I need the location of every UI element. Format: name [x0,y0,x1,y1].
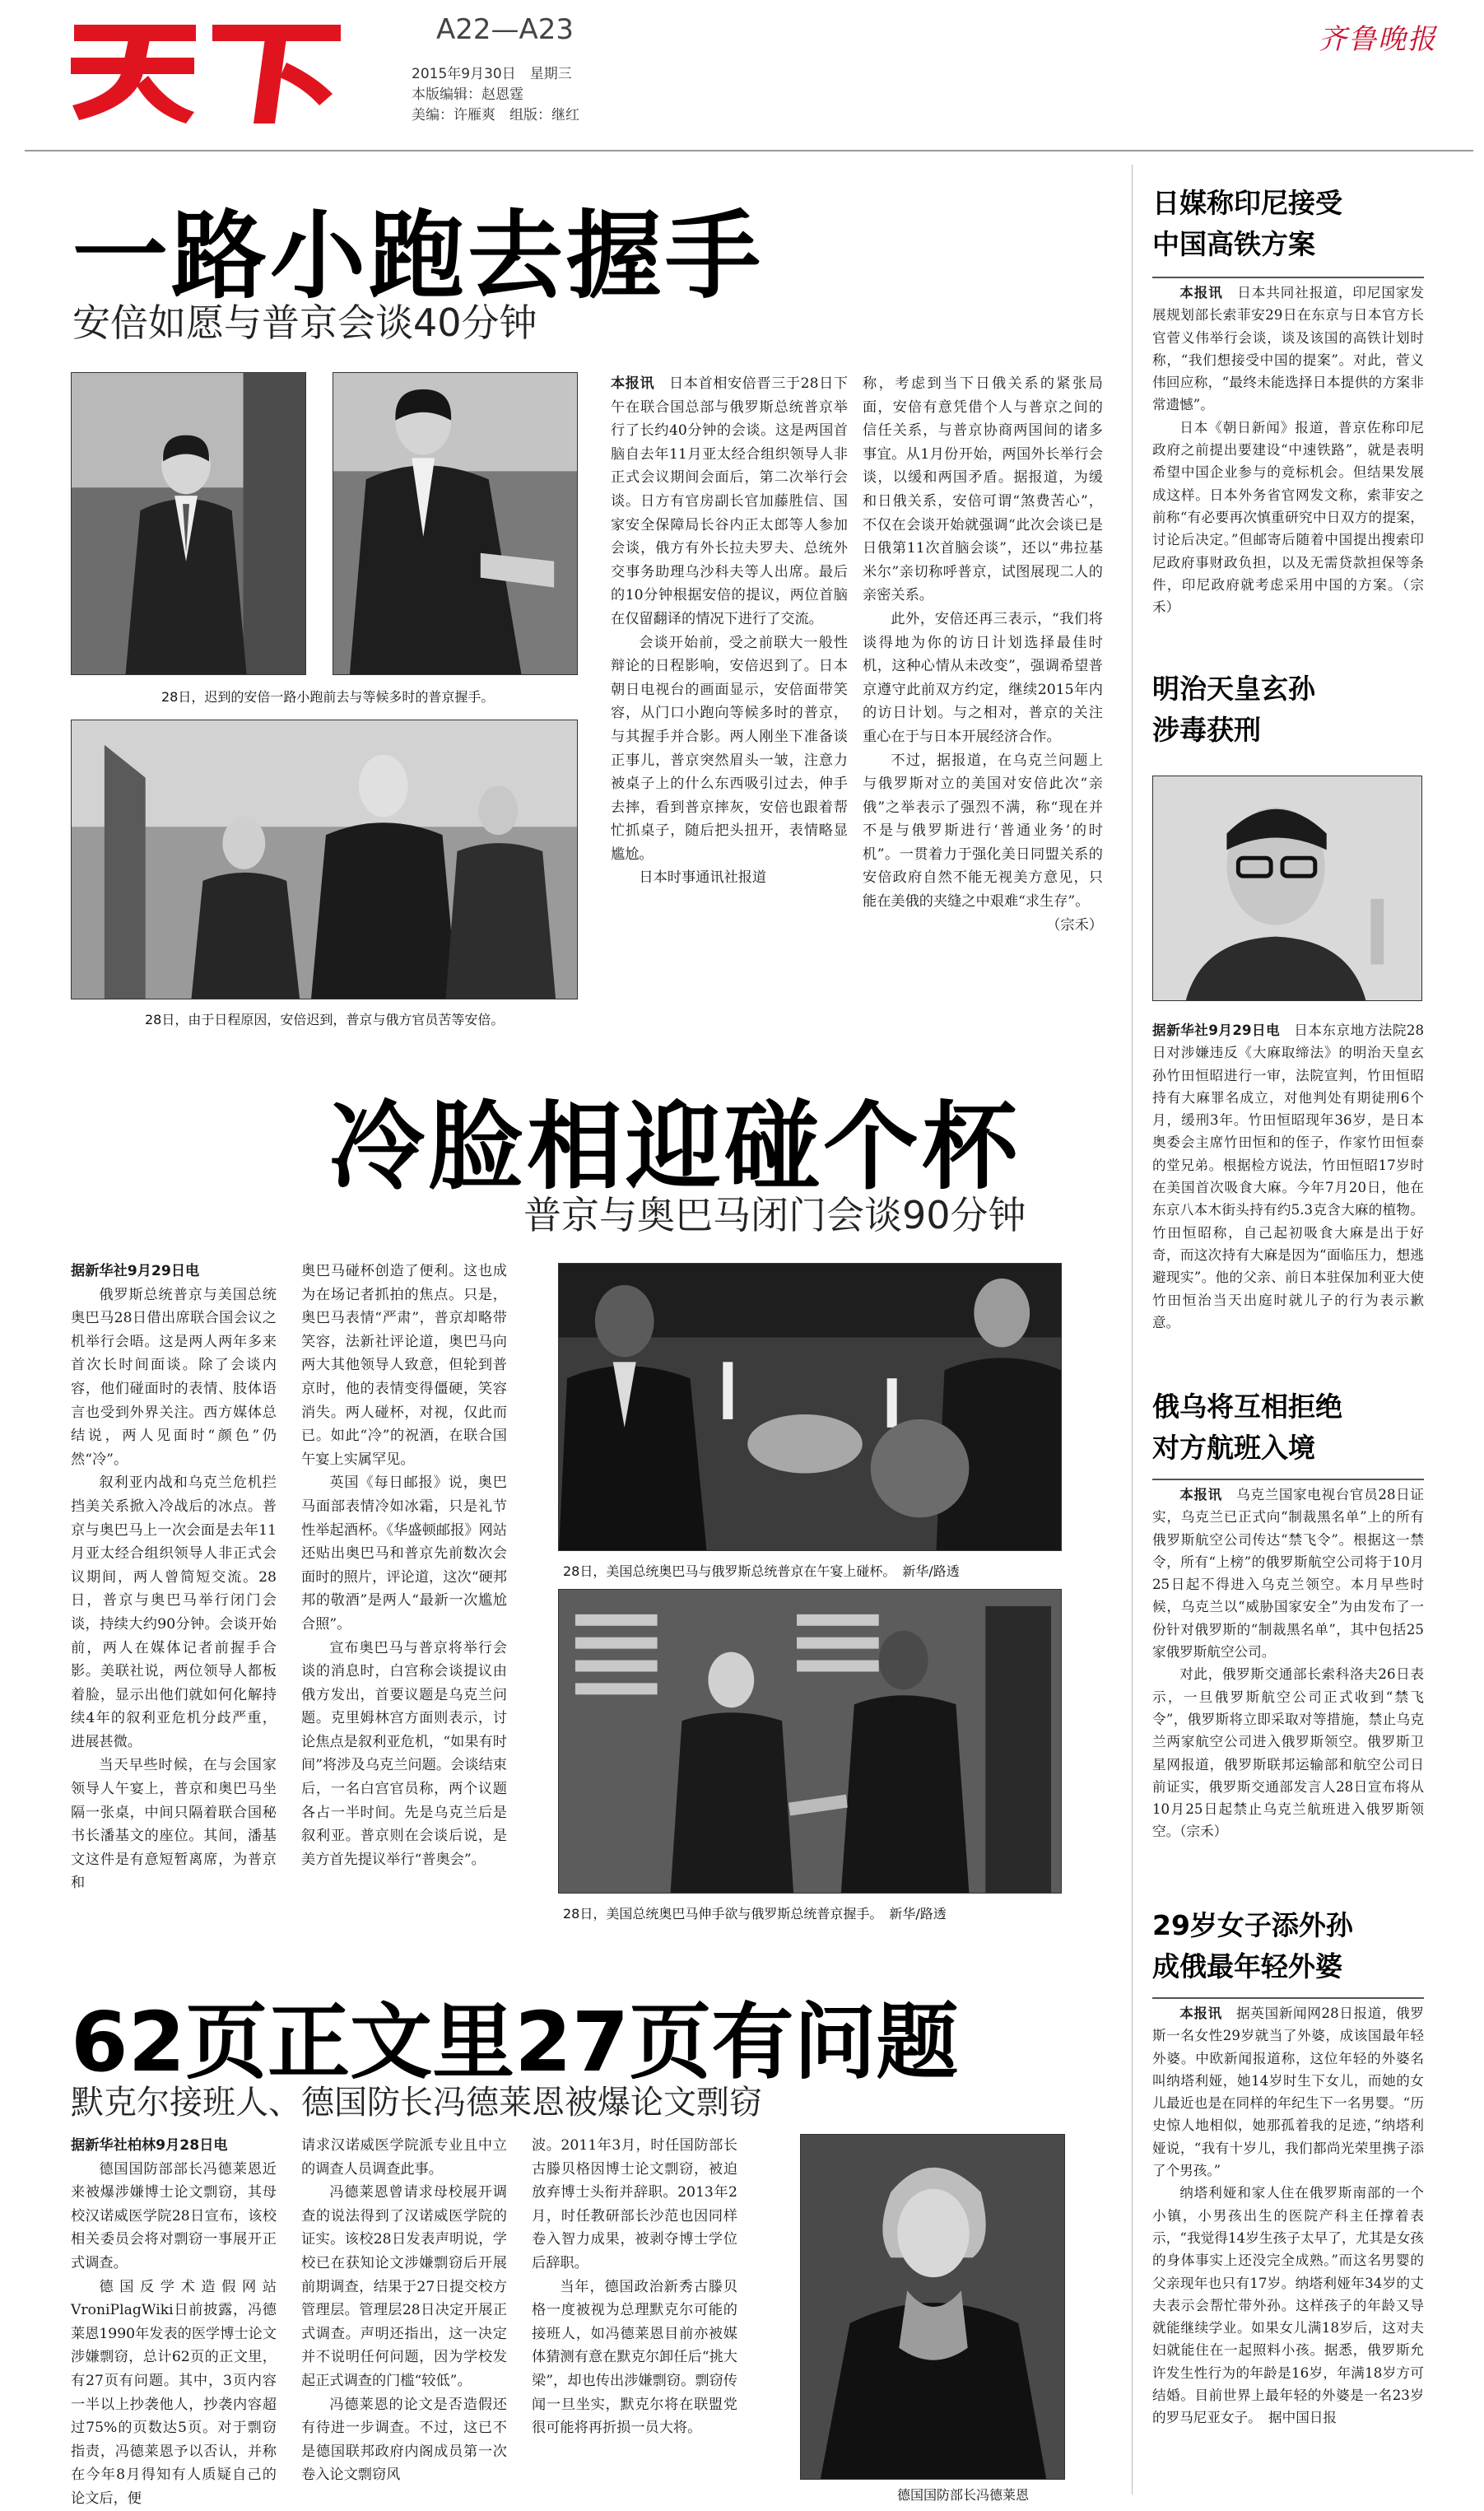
story1-subheadline: 安倍如愿与普京会谈40分钟 [72,300,537,345]
story2-column-1 [71,1260,277,1918]
story3-col2-p2: 冯德莱恩曾请求母校展开调查的说法得到了汉诺威医学院的证实。该校28日发表声明说，学校已在获知论文涉嫌剽窃后开展前期调查，结果于27日提交校方管理层。管理层28日决定开展正式调查。声明还指出，这一决定并不说明任何问题，因为学校发起正式调查的门槛“较低”。 [301,2184,507,2389]
section-logo [71,15,342,123]
story2-dateline: 据新华社9月29日电 [71,1263,200,1279]
story3-col1-p2: 德国反学术造假网站VroniPlagWiki日前披露，冯德莱恩1990年发表的医学博士论文涉嫌剽窃，总计62页的正文里，有27页有问题。其中，3页内容一半以上抄袭他人，抄袭内容超过75%的页数达5页。对于剽窃指责，冯德莱恩予以否认，并称在今年8月得知有人质疑自己的论文后，便 [71,2278,277,2507]
story3-column-3 [532,2134,737,2496]
photo-abe-handshake [333,372,578,675]
story1-headline: 一路小跑去握手 [72,201,764,312]
story3-headline: 62页正文里27页有问题 [71,1994,959,2090]
story2-col2-p1: 奥巴马碰杯创造了便利。这也成为在场记者抓拍的焦点。只是，奥巴马表情“严肃”，普京却略带笑容，法新社评论道，奥巴马向两大其他领导人致意，但轮到普京时，他的表情变得僵硬，笑容消失。两人碰杯，对视，仅此而已。如此“冷”的祝酒，在联合国午宴上实属罕见。 [301,1263,507,1468]
story2-col1-p2: 叙利亚内战和乌克兰危机拦挡美关系掀入冷战后的冰点。普京与奥巴马上一次会面是去年11月亚太经合组织领导人非正式会议期间，两人曾简短交流。28日，普京与奥巴马举行闭门会谈，持续大约90分钟。会谈开始前，两人在媒体记者前握手合影。美联社说，两位领导人都板着脸，显示出他们就如何化解持续4年的叙利亚危机分歧严重，进展甚微。 [71,1474,277,1750]
photo-toast [558,1263,1062,1551]
sidebar-3-rule [1152,1479,1424,1480]
sidebar-2-body: 据新华社9月29日电 日本东京地方法院28日对涉嫌违反《大麻取缔法》的明治天皇玄孙竹田恒昭进行一审，法院宣判，竹田恒昭持有大麻罪名成立，对他判处有期徒刑6个月，缓刑3年。竹田恒昭现年36岁，是日本奥委会主席竹田恒和的侄子，作家竹田恒泰的堂兄弟。根据检方说法，竹田恒昭17岁时在美国首次吸食大麻。今年7月20日，他在东京八本木街头持有约5.3克含大麻的植物。竹田恒昭称，自己起初吸食大麻是出于好奇，而这次持有大麻是因为“面临压力，想逃避现实”。他的父亲、前日本驻保加利亚大使竹田恒治当天出庭时就儿子的行为表示歉意。 [1152,1023,1425,1330]
story3-dateline: 据新华社柏林9月28日电 [71,2137,228,2154]
story1-column-1 [611,372,848,1031]
sidebar-4-rule [1152,1997,1424,1999]
sidebar-3-title: 俄乌将互相拒绝 对方航班入境 [1152,1391,1342,1464]
story2-column-2 [301,1260,507,1918]
story3-col2-p1: 请求汉诺威医学院派专业且中立的调查人员调查此事。 [301,2137,507,2178]
sidebar-4-body: 本报讯 据英国新闻网28日报道，俄罗斯一名女性29岁就当了外婆，成该国最年轻外婆。中欧新闻报道称，这位年轻的外婆名叫纳塔利娅，她14岁时生下女儿，而她的女儿最近也是在同样的年纪生下一名男婴。“历史惊人地相似，她那孤着我的足迹，”纳塔利娅说，“我有十岁儿，我们都尚光荣里携子添了个男孩。” 纳塔利娅和家人住在俄罗斯南部的一个小镇，小男孩出生的医院产科主任撑着表示，“我觉得14岁生孩子太早了，尤其是女孩的身体事实上还没完全成熟。”而这名男婴的父亲现年也只有17岁。纳塔利娅年34岁的丈夫表示会帮忙带外孙。这样孩子的年龄又导就能继续学业。如果女儿满18岁后，这对夫妇就能住在一起照料小孩。据悉，俄罗斯允许发生性行为的年龄是16岁，年满18岁方可结婚。目前世界上最年轻的外婆是一名23岁的罗马尼亚女子。 据中国日报 [1152,2006,1425,2426]
story1-col2-p3: 不过，据报道，在乌克兰问题上与俄罗斯对立的美国对安倍此次“亲俄”之举表示了强烈不满，称“现在并不是与俄罗斯进行‘普通业务’的时机”。一贯着力于强化美日同盟关系的安倍政府自然不能无视美方意见，只能在美俄的夹缝之中艰难“求生存”。 [863,752,1103,911]
story2-headline: 冷脸相迎碰个杯 [329,1092,1021,1203]
photo-obama-putin-handshake [558,1589,1062,1894]
page-range: A22—A23 [436,13,575,46]
photo-putin-waiting [71,720,578,999]
story3-col2-p3: 冯德莱恩的论文是否造假还有待进一步调查。不过，这已不是德国联邦政府内阁成员第一次卷入论文剽窃风 [301,2396,507,2484]
story1-photo2-caption: 28日，由于日程原因，安倍迟到，普京与俄方官员苦等安倍。 [145,1012,505,1027]
photo-abe-running [71,372,306,675]
story2-col1-p3: 当天早些时候，在与会国家领导人午宴上，普京和奥巴马坐隔一张桌，中间只隔着联合国秘书长潘基文的座位。其间，潘基文这件是有意短暂离席，为普京和 [71,1757,277,1892]
story1-col2-p2: 此外，安倍还再三表示，“我们将谈得地为你的访日计划选择最佳时机，这种心情从未改变”，强调希望普京遵守此前双方约定，继续2015年内的访日计划。与之相对，普京的关注重心在于与日本开展经济合作。 [863,610,1103,745]
editor-line: 本版编辑：赵恩霆 [412,86,523,103]
sidebar-3-body: 本报讯 乌克兰国家电视台官员28日证实，乌克兰已正式向“制裁黑名单”上的所有俄罗斯航空公司传达“禁飞令”。根据这一禁令，所有“上榜”的俄罗斯航空公司将于10月25日起不得进入乌克兰领空。本月早些时候，乌克兰以“威胁国家安全”为由发布了一份针对俄罗斯的“制裁黑名单”，其中包括25家俄罗斯航空公司。 对此，俄罗斯交通部长索科洛夫26日表示，一旦俄罗斯航空公司正式收到“禁飞令”，俄罗斯将立即采取对等措施，禁止乌克兰两家航空公司进入俄罗斯领空。俄罗斯卫星网报道，俄罗斯联邦运输部和航空公司日前证实，俄罗斯交通部发言人28日宣布将从10月25日起禁止乌克兰航班进入俄罗斯领空。（宗禾） [1152,1487,1425,1840]
header-divider [25,150,1473,151]
sidebar-1-credit: （宗禾） [1152,576,1425,616]
story3-column-2 [301,2134,507,2496]
design-line: 美编：许雁爽 组版：继红 [412,107,579,123]
sidebar-1-body: 本报讯 日本共同社报道，印尼国家发展规划部长索菲安29日在东京与日本官方长官菅义伟举行会谈，谈及该国的高铁计划时称，“我们想接受中国的提案”。对此，菅义伟回应称，“最终未能选择日本提供的方案非常遗憾”。 日本《朝日新闻》报道，普京佐称印尼政府之前提出要建设“中速铁路”，就是表明希望中国企业参与的竞标机会。但结果发展成这样。日本外务省官网发文称，索菲安之前称“有必要再次慎重研究中日双方的提案，讨论后决定。”但邮寄后随着中国提出搜索印尼政府事财政负担，以及无需贷款担保等条件，印尼政府就考虑采用中国的方案。（宗禾） [1152,285,1425,616]
story2-col2-p3: 宣布奥巴马与普京将举行会谈的消息时，白宫称会谈提议由俄方发出，首要议题是乌克兰问题。克里姆林宫方面则表示，讨论焦点是叙利亚危机，“如果有时间”将涉及乌克兰问题。会谈结束后，一名白宫官员称，两个议题各占一半时间。先是乌克兰后是叙利亚。普京则在会谈后说，是美方首先提议举行“普奥会”。 [301,1639,507,1868]
header-meta [412,64,579,126]
brand-logo: 齐鲁晚报 [1319,23,1437,56]
story1-col1-p2: 会谈开始前，受之前联大一般性辩论的日程影响，安倍迟到了。日本朝日电视台的画面显示，安倍面带笑容，从门口小跑向等候多时的普京，与其握手并合影。两人刚坐下准备谈正事儿，普京突然眉头一皱，注意力被桌子上的什么东西吸引过去，伸手去摔，看到普京摔灰，安倍也跟着帮忙抓桌子，随后把头扭开，表情略显尴尬。 [611,634,848,863]
story1-col2-p1: 称，考虑到当下日俄关系的紧张局面，安倍有意凭借个人与普京之间的信任关系，与普京协商两国间的诸多事宜。从1月份开始，两国外长举行会谈，以缓和两国矛盾。据报道，为缓和日俄关系，安倍可谓“煞费苦心”，不仅在会谈开始就强调“此次会谈已是日俄第11次首脑会谈”，还以“弗拉基米尔”亲切称呼普京，试图展现二人的亲密关系。 [863,375,1103,604]
photo-takeda [1152,776,1422,1001]
sidebar-3-credit: （宗禾） [1179,1824,1228,1840]
sidebar-4-credit: 据中国日报 [1268,2410,1337,2426]
story1-credit: （宗禾） [1046,916,1103,934]
story2-photo1-caption: 28日，美国总统奥巴马与俄罗斯总统普京在午宴上碰杯。 新华/路透 [563,1563,960,1579]
story3-col1-p1: 德国国防部部长冯德莱恩近来被爆涉嫌博士论文剽窃，其母校汉诺威医学院28日宣布，该校相关委员会将对剽窃一事展开正式调查。 [71,2160,277,2271]
story2-photo2-caption: 28日，美国总统奥巴马伸手欲与俄罗斯总统普京握手。 新华/路透 [563,1906,947,1922]
story3-subheadline: 默克尔接班人、德国防长冯德莱恩被爆论文剽窃 [71,2084,762,2122]
column-divider [1132,165,1133,2495]
story1-col1-p1: 日本首相安倍晋三于28日下午在联合国总部与俄罗斯总统普京举行了长约40分钟的会谈。这是两国首脑自去年11月亚太经合组织领导人非正式会议期间会面后，第二次举行会谈。日方有官房副长官加藤胜信、国家安全保障局长谷内正太郎等人参加会谈，俄方有外长拉夫罗夫、总统外交事务助理乌沙科夫等人出席。最后的10分钟根据安倍的提议，两位首脑在仅留翻译的情况下进行了交流。 [611,375,848,627]
sidebar-1-rule [1152,277,1424,278]
story1-column-2 [863,372,1103,1031]
story1-photo1-caption: 28日，迟到的安倍一路小跑前去与等候多时的普京握手。 [161,689,495,705]
story2-col1-p1: 俄罗斯总统普京与美国总统奥巴马28日借出席联合国会议之机举行会晤。这是两人两年多来首次长时间面谈。除了会谈内容，他们碰面时的表情、肢体语言也受到外界关注。西方媒体总结说，两人见面时“颜色”仍然“冷”。 [71,1286,277,1468]
sidebar-4-title: 29岁女子添外孙 成俄最年轻外婆 [1152,1909,1353,1982]
story2-col2-p2: 英国《每日邮报》说，奥巴马面部表情冷如冰霜，只是礼节性举起酒杯。《华盛顿邮报》网站还贴出奥巴马和普京先前数次会面时的照片，评论道，这次“硬邦邦的敬酒”是两人“最新一次尴尬合照”。 [301,1474,507,1633]
story1-dateline: 本报讯 [611,375,655,392]
photo-von-der-leyen [800,2134,1065,2480]
story3-column-1 [71,2134,277,2507]
story3-col3-p2: 当年，德国政治新秀古滕贝格一度被视为总理默克尔可能的接班人，如冯德莱恩目前亦被媒体猜测有意在默克尔卸任后“挑大梁”，却也传出涉嫌剽窃。剽窃传闻一旦坐实，默克尔将在联盟党很可能将再折损一员大将。 [532,2278,737,2437]
date-line: 2015年9月30日 星期三 [412,66,572,82]
story3-photo-caption: 德国国防部长冯德莱恩 [897,2487,1030,2503]
story1-col1-p3: 日本时事通讯社报道 [639,869,767,887]
sidebar-2-title: 明治天皇玄孙 涉毒获刑 [1152,673,1315,746]
sidebar-1-title: 日媒称印尼接受 中国高铁方案 [1152,187,1342,260]
story3-col3-p1: 波。2011年3月，时任国防部长古滕贝格因博士论文剽窃，被迫放弃博士头衔并辞职。2013年2月，时任教研部长沙范也因同样卷入智力成果，被剥夺博士学位后辞职。 [532,2137,737,2271]
story2-subheadline: 普京与奥巴马闭门会谈90分钟 [523,1193,1026,1237]
